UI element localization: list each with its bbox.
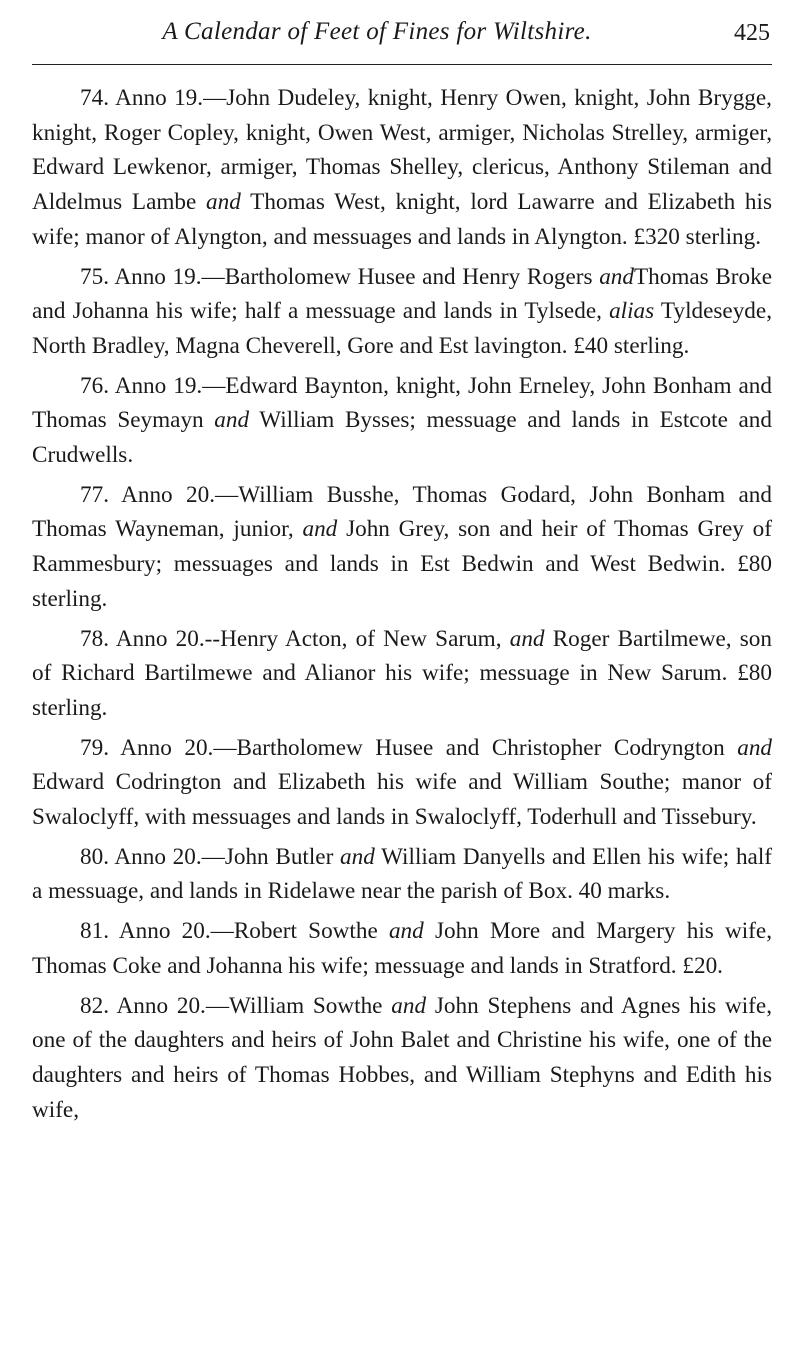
entry-number: 76. [80, 372, 109, 399]
entry-78 [32, 622, 772, 726]
entry-text: --Henry Acton, of New Sarum, [204, 625, 510, 652]
entry-anno: Anno 19. [114, 372, 203, 399]
entry-number: 78. [80, 625, 109, 652]
entry-italic: alias [609, 298, 655, 325]
entry-anno: Anno 19. [115, 85, 204, 111]
entry-75 [32, 260, 772, 364]
entry-italic: and [737, 734, 772, 761]
entry-italic: and [340, 843, 375, 870]
running-head [32, 12, 772, 52]
entry-text: —John Butler [201, 843, 341, 870]
entry-number: 79. [80, 734, 109, 761]
entry-text: John Stephens and Agnes his wife, one of the daughters and heirs of John Balet and Christine his wife, one of the daughters and heirs of Thomas Hobbes, and William Stephyns and Edith his wife, [32, 992, 772, 1123]
entry-text: John More and Margery his wife, Thomas Coke and Johanna his wife; messuage and lands in Stratford. £20. [32, 918, 772, 979]
entry-text: —Bartholomew Husee and Henry Rogers [201, 263, 600, 290]
page-number: 425 [734, 20, 770, 46]
entry-italic: and [509, 625, 545, 652]
entry-anno: Anno 20. [120, 734, 214, 761]
entry-italic: and [206, 189, 241, 216]
entries [32, 81, 772, 1127]
entry-74 [32, 81, 772, 255]
entry-82 [32, 989, 772, 1128]
entry-text: —Edward Baynton, knight, John Erneley, John Bonham and Thomas Seymayn [32, 372, 772, 434]
entry-80 [32, 840, 772, 909]
entry-text: John Grey, son and heir of Thomas Grey of Rammesbury; messuages and lands in Est Bedwin and West Bedwin. £80 sterling. [32, 516, 772, 612]
entry-text: Tyldeseyde, North Bradley, Magna Cheverell, Gore and Est lavington. £40 sterling. [32, 298, 772, 359]
header-rule [32, 64, 772, 65]
entry-text: —Bartholomew Husee and Christopher Codryngton [213, 734, 738, 761]
entry-anno: Anno 20. [115, 625, 205, 652]
entry-79 [32, 731, 772, 835]
entry-number: 75. [80, 263, 109, 290]
entry-76 [32, 369, 772, 473]
entry-anno: Anno 20. [116, 992, 206, 1019]
entry-text: William Danyells and Ellen his wife; half a messuage, and lands in Ridelawe near the parish of Box. 40 marks. [32, 843, 772, 905]
entry-text: Thomas West, knight, lord Lawarre and Elizabeth his wife; manor of Alyngton, and messuages and lands in Alyngton. £320 sterling. [32, 189, 772, 250]
entry-italic: and [388, 918, 424, 945]
entry-italic: and [302, 516, 338, 543]
entry-anno: Anno 20. [114, 843, 202, 870]
entry-text: Edward Codrington and Elizabeth his wife and William Southe; manor of Swaloclyff, with messuages and lands in Swaloclyff, Toderhull and Tissebury. [32, 769, 772, 831]
entry-81 [32, 914, 772, 983]
entry-number: 74. [80, 85, 109, 111]
entry-anno: Anno 20. [118, 918, 211, 945]
entry-italic: and [391, 992, 427, 1019]
entry-text: —William Sowthe [205, 992, 392, 1019]
entry-text: —John Dudeley, knight, Henry Owen, knight, John Brygge, knight, Roger Copley, knight, Owen West, armiger, Nicholas Strelley, armiger, Edward Lewkenor, armiger, Thomas Shelley, clericus, Anthony Stileman and Aldelmus Lambe [32, 85, 772, 216]
entry-77 [32, 478, 772, 617]
entry-number: 77. [80, 481, 109, 508]
entry-anno: Anno 20. [121, 481, 216, 508]
entry-text: Thomas Broke and Johanna his wife; half a messuage and lands in Tylsede, [32, 263, 772, 325]
entry-number: 82. [80, 992, 109, 1019]
entry-italic: and [214, 407, 250, 434]
entry-number: 81. [80, 918, 109, 945]
entry-italic: and [599, 263, 634, 290]
running-title: A Calendar of Feet of Fines for Wiltshire. [162, 18, 592, 45]
entry-text: —William Busshe, Thomas Godard, John Bonham and Thomas Wayneman, junior, [32, 481, 772, 543]
page [32, 12, 772, 1132]
entry-text: Roger Bartilmewe, son of Richard Bartilmewe and Alianor his wife; messuage in New Sarum. £80 sterling. [32, 625, 772, 721]
entry-number: 80. [80, 843, 109, 870]
entry-text: William Bysses; messuage and lands in Estcote and Crudwells. [32, 407, 772, 469]
entry-anno: Anno 19. [114, 263, 202, 290]
entry-text: —Robert Sowthe [210, 918, 389, 945]
